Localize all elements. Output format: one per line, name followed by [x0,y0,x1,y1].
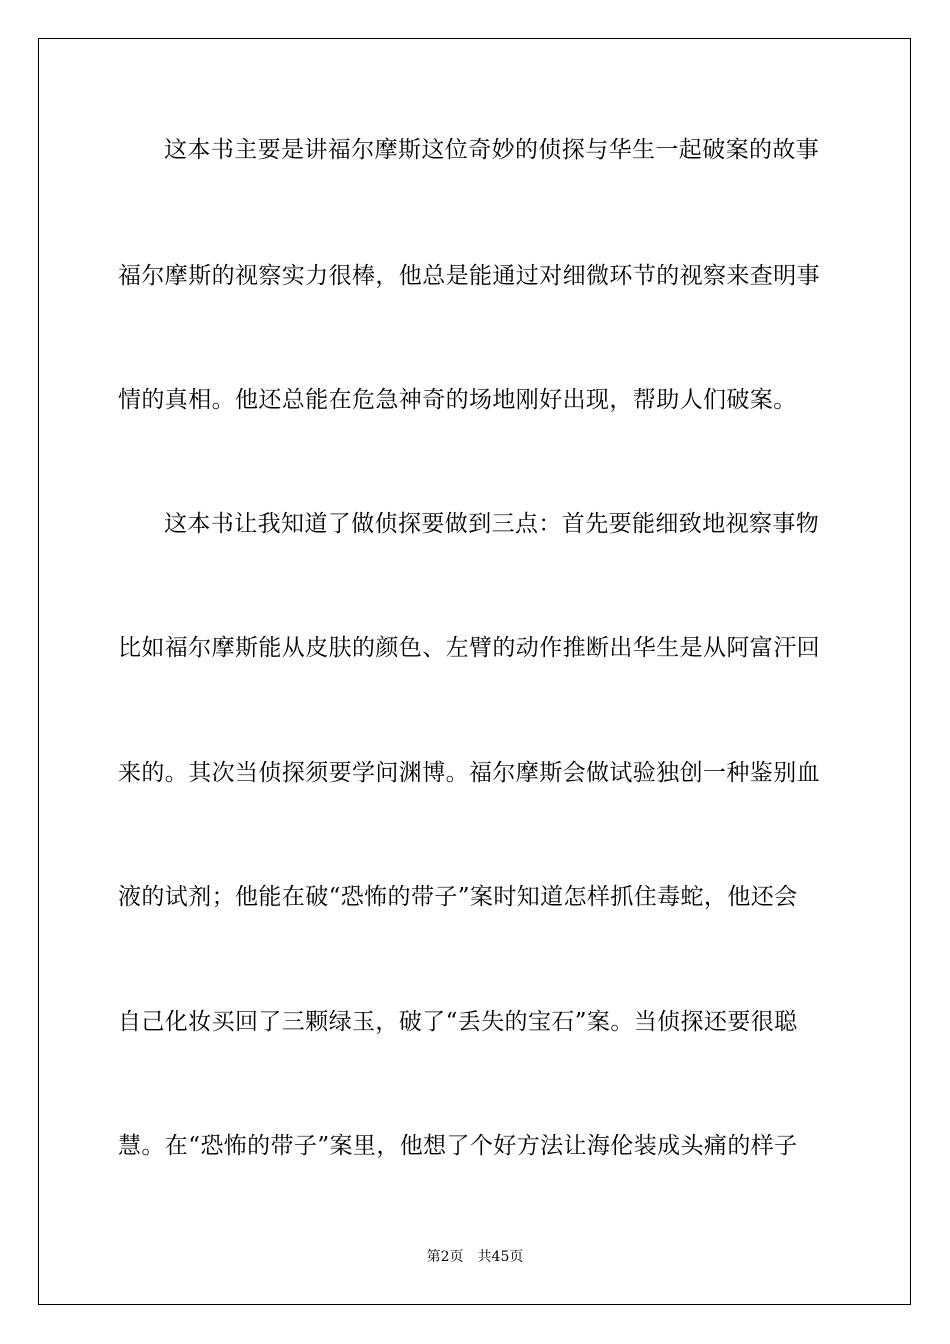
text-line-5: 比如福尔摩斯能从皮肤的颜色、左臂的动作推断出华生是从阿富汗回 [118,635,820,661]
text-line-9: 慧。在“恐怖的带子”案里，他想了个好方法让海伦装成头痛的样子 [118,1133,798,1159]
text-line-2: 福尔摩斯的视察实力很棒，他总是能通过对细微环节的视察来查明事 [118,263,820,289]
page-footer [0,1247,950,1267]
text-line-1: 这本书主要是讲福尔摩斯这位奇妙的侦探与华生一起破案的故事 [164,137,820,163]
text-line-4: 这本书让我知道了做侦探要做到三点：首先要能细致地视察事物 [164,511,820,537]
page-border [38,38,911,1305]
total-pages-label: 共45页 [477,1249,524,1265]
text-line-7: 液的试剂；他能在破“恐怖的带子”案时知道怎样抓住毒蛇，他还会 [118,884,798,910]
current-page-label: 第2页 [426,1249,464,1265]
text-line-3: 情的真相。他还总能在危急神奇的场地刚好出现，帮助人们破案。 [118,387,797,413]
text-line-8: 自己化妆买回了三颗绿玉，破了“丢失的宝石”案。当侦探还要很聪 [118,1009,798,1035]
text-line-6: 来的。其次当侦探须要学问渊博。福尔摩斯会做试验独创一种鉴别血 [118,760,820,786]
